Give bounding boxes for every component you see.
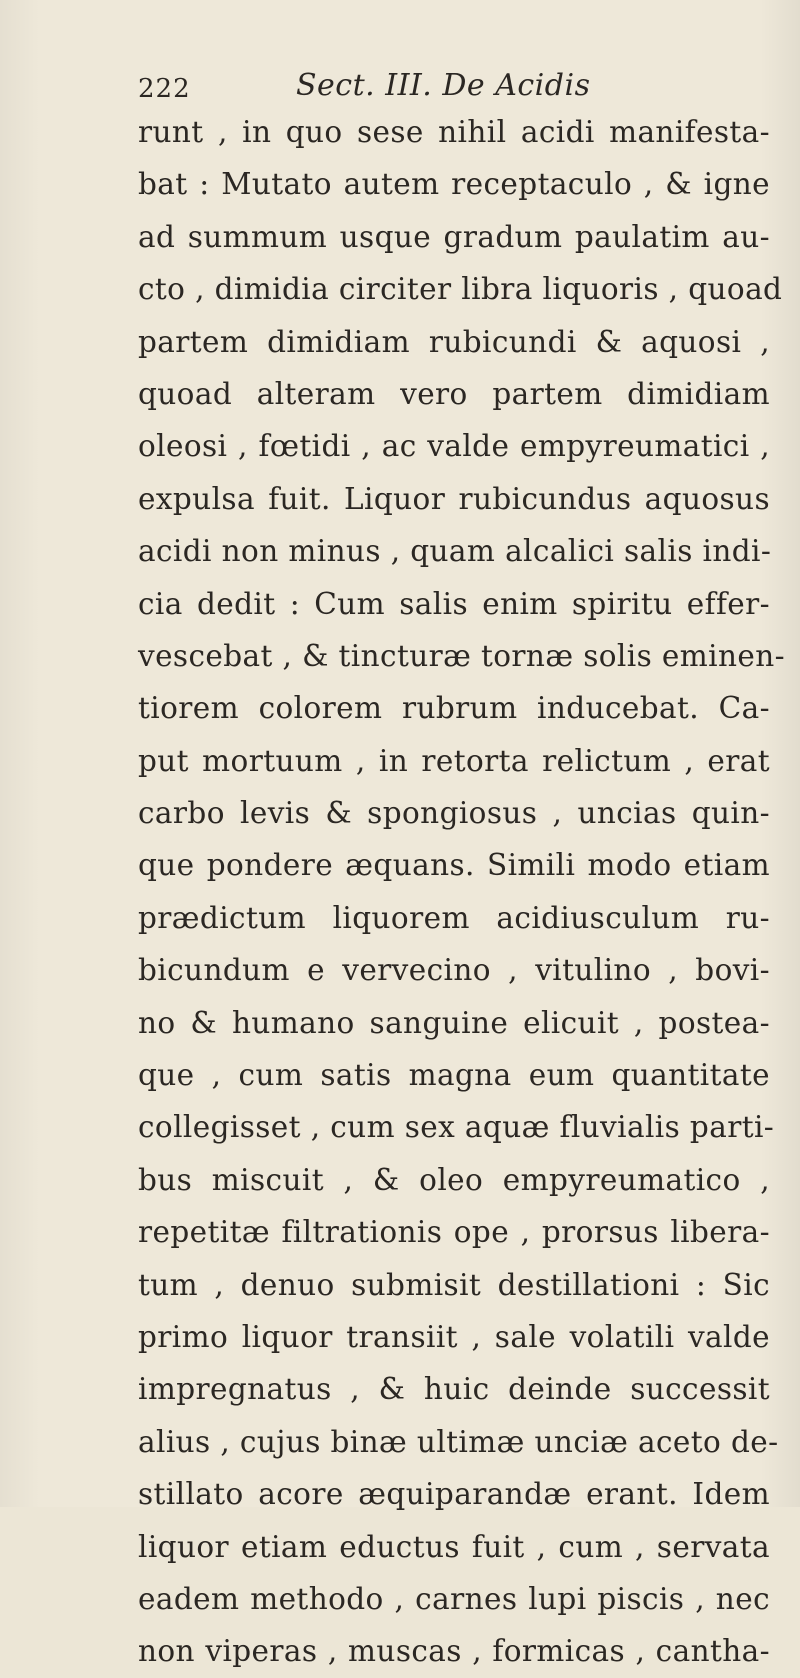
running-head: Sect. III. De Acidis [296, 68, 591, 103]
text-line: alius , cujus binæ ultimæ unciæ aceto de- [138, 1424, 779, 1459]
text-line: expulsa fuit. Liquor rubicundus aquosus [138, 481, 770, 516]
text-line: ad summum usque gradum paulatim au- [138, 219, 770, 254]
text-line: liquor etiam eductus fuit , cum , servata [138, 1529, 770, 1564]
page-number: 222 [138, 74, 191, 104]
text-line: tiorem colorem rubrum inducebat. Ca- [138, 691, 770, 726]
body-text [138, 106, 786, 1678]
text-line: bus miscuit , & oleo empyreumatico , [138, 1162, 770, 1197]
text-line: cto , dimidia circiter libra liquoris , quoad [138, 272, 783, 307]
text-line: runt , in quo sese nihil acidi manifesta- [138, 115, 770, 149]
text-line: partem dimidiam rubicundi & aquosi , [138, 324, 770, 359]
text-line: stillato acore æquiparandæ erant. Idem [138, 1477, 770, 1512]
text-line: non viperas , muscas , formicas , cantha- [138, 1634, 770, 1669]
text-line: collegisset , cum sex aquæ fluvialis parti- [138, 1110, 775, 1145]
text-line: put mortuum , in retorta relictum , erat [138, 743, 770, 778]
text-line: bat : Mutato autem receptaculo , & igne [138, 167, 770, 202]
text-line: que , cum satis magna eum quantitate [138, 1058, 770, 1093]
text-line: tum , denuo submisit destillationi : Sic [138, 1267, 770, 1302]
text-line: acidi non minus , quam alcalici salis indi- [138, 534, 772, 569]
text-line: quoad alteram vero partem dimidiam [138, 376, 770, 411]
text-line: repetitæ filtrationis ope , prorsus libera- [138, 1215, 770, 1250]
text-line: oleosi , fœtidi , ac valde empyreumatici , [138, 429, 770, 464]
text-line: cia dedit : Cum salis enim spiritu effer- [138, 586, 770, 621]
text-line: bicundum e vervecino , vitulino , bovi- [138, 953, 770, 988]
text-line: prædictum liquorem acidiusculum ru- [138, 900, 770, 935]
text-line: primo liquor transiit , sale volatili valde [138, 1319, 770, 1354]
text-line: vescebat , & tincturæ tornæ solis eminen- [138, 638, 786, 673]
text-line: eadem methodo , carnes lupi piscis , nec [138, 1581, 770, 1616]
text-line: carbo levis & spongiosus , uncias quin- [138, 796, 770, 831]
page-header [138, 66, 658, 106]
text-line: que pondere æquans. Simili modo etiam [138, 848, 770, 883]
text-line: no & humano sanguine elicuit , postea- [138, 1005, 770, 1040]
text-line: impregnatus , & huic deinde successit [138, 1372, 770, 1407]
